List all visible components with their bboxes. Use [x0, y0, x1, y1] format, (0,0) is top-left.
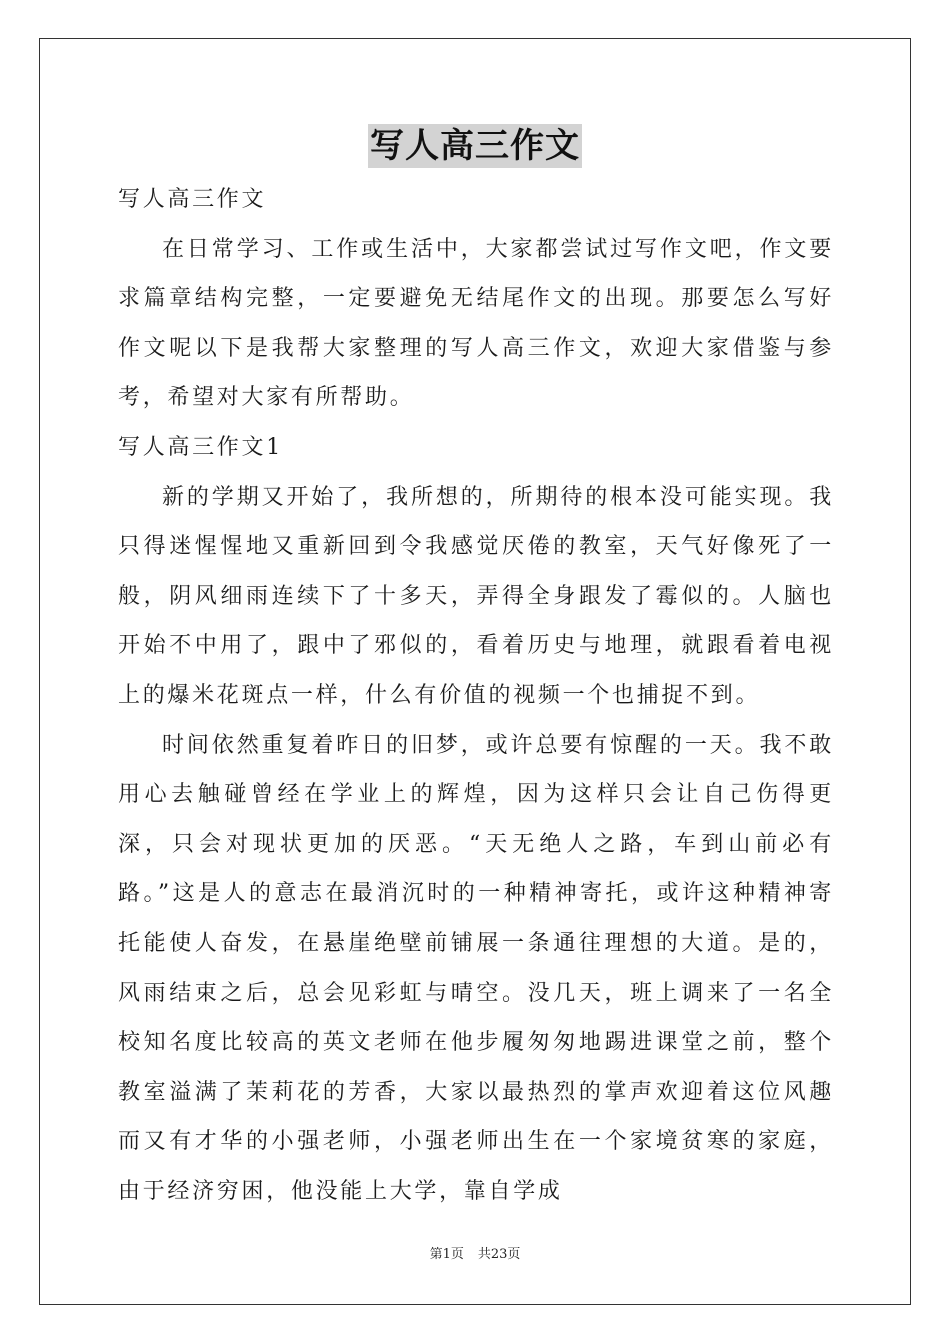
title-container [0, 124, 950, 168]
subtitle: 写人高三作文 [118, 187, 267, 212]
page-footer [0, 1246, 950, 1264]
section-heading: 写人高三作文1 [118, 434, 283, 460]
intro-paragraph: 在日常学习、工作或生活中，大家都尝试过写作文吧，作文要求篇章结构完整，一定要避免无结尾作文的出现。那要怎么写好作文呢以下是我帮大家整理的写人高三作文，欢迎大家借鉴与参考，希望对大家有所帮助。 [118, 236, 834, 411]
body-paragraph: 时间依然重复着昨日的旧梦，或许总要有惊醒的一天。我不敢用心去触碰曾经在学业上的辉煌，因为这样只会让自己伤得更深，只会对现状更加的厌恶。“天无绝人之路，车到山前必有路。”这是人的意志在最消沉时的一种精神寄托，或许这种精神寄托能使人奋发，在悬崖绝壁前铺展一条通往理想的大道。是的，风雨结束之后，总会见彩虹与晴空。没几天，班上调来了一名全校知名度比较高的英文老师在他步履匆匆地踢进课堂之前，整个教室溢满了茉莉花的芳香，大家以最热烈的掌声欢迎着这位风趣而又有才华的小强老师，小强老师出生在一个家境贫寒的家庭，由于经济穷困，他没能上大学，靠自学成 [118, 732, 834, 1204]
document-body [118, 175, 834, 1216]
total-pages: 共23页 [477, 1247, 521, 1262]
document-title: 写人高三作文 [370, 126, 580, 166]
page-number: 第1页 [429, 1247, 464, 1262]
body-paragraph: 新的学期又开始了，我所想的，所期待的根本没可能实现。我只得迷惺惺地又重新回到令我感觉厌倦的教室，天气好像死了一般，阴风细雨连续下了十多天，弄得全身跟发了霉似的。人脑也开始不中用了，跟中了邪似的，看着历史与地理，就跟看着电视上的爆米花斑点一样，什么有价值的视频一个也捕捉不到。 [118, 484, 834, 708]
